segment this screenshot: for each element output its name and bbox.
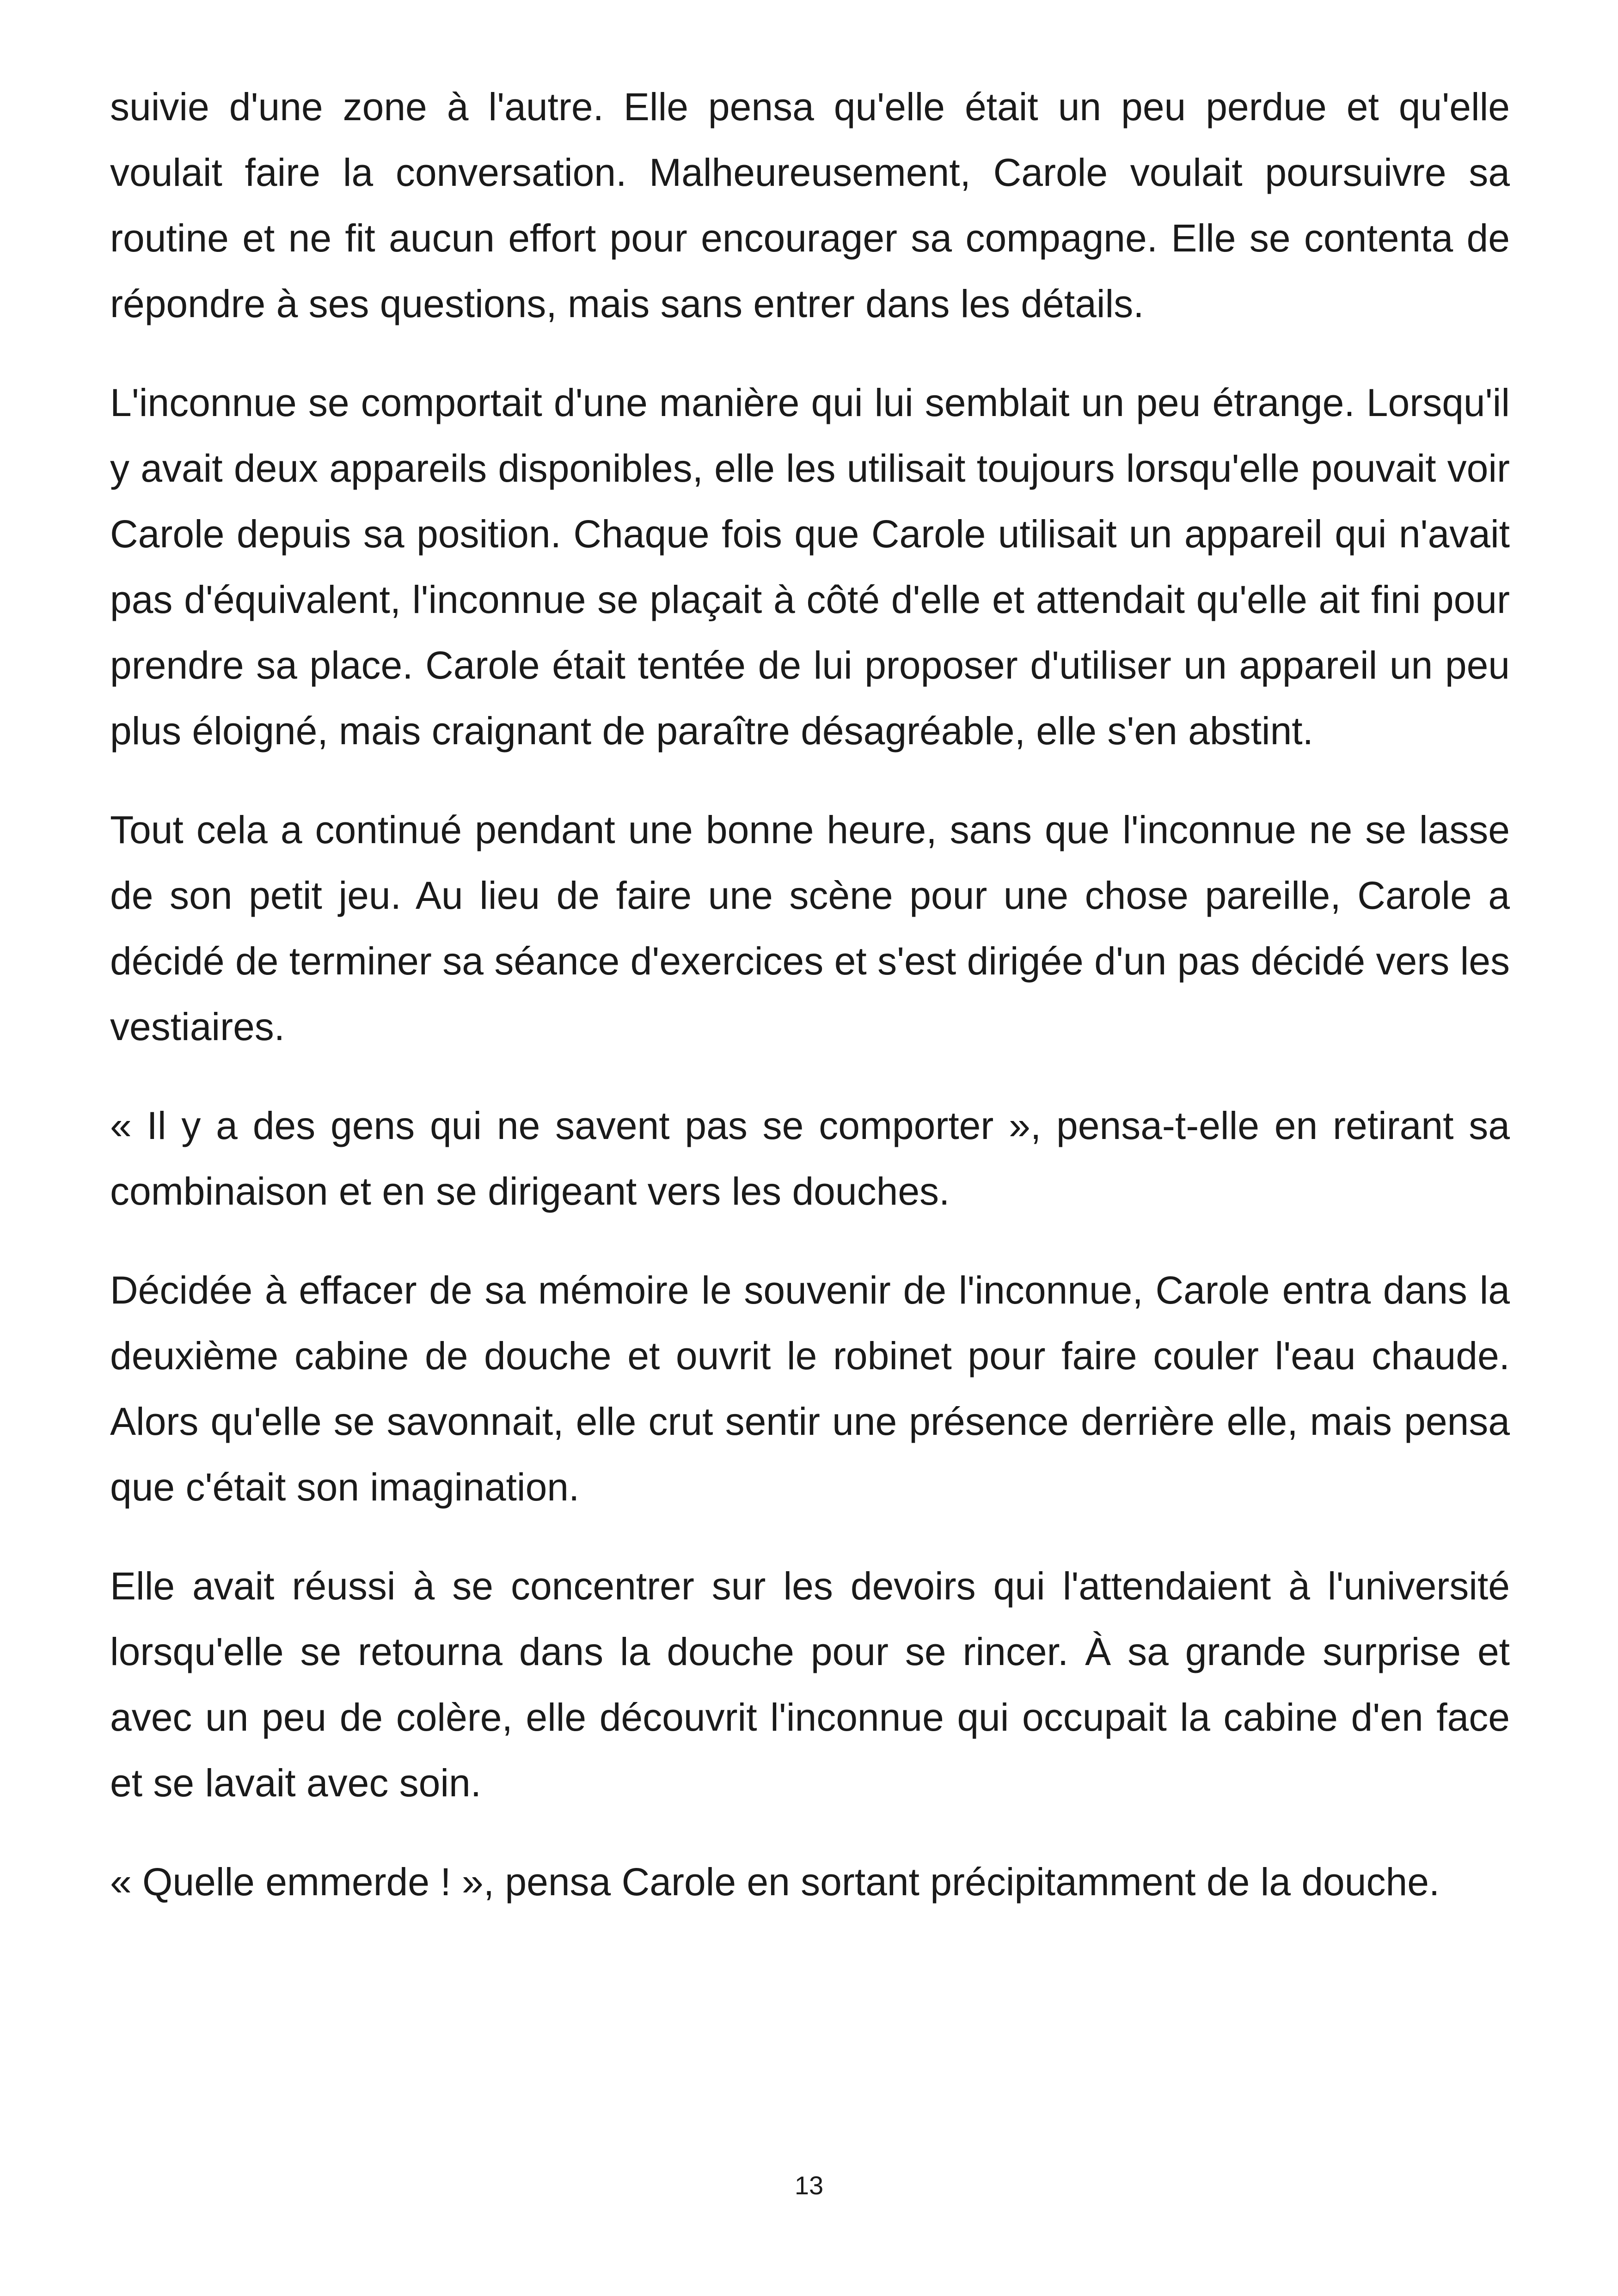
page-number: 13 [794, 2171, 824, 2200]
paragraph-4: « Il y a des gens qui ne savent pas se comporter », pensa-t-elle en retirant sa combinaison et en se dirigeant vers les douches. [110, 1104, 1510, 1213]
body-text [110, 74, 1510, 1948]
paragraph-6: Elle avait réussi à se concentrer sur les devoirs qui l'attendaient à l'université lorsqu'elle se retourna dans la douche pour se rincer. À sa grande surprise et avec un peu de colère, elle découvrit l'inconnue qui occupait la cabine d'en face et se lavait avec soin. [110, 1564, 1510, 1805]
paragraph-5: Décidée à effacer de sa mémoire le souvenir de l'inconnue, Carole entra dans la deuxième cabine de douche et ouvrit le robinet pour faire couler l'eau chaude. Alors qu'elle se savonnait, elle crut sentir une présence derrière elle, mais pensa que c'était son imagination. [110, 1268, 1510, 1509]
paragraph-1: suivie d'une zone à l'autre. Elle pensa qu'elle était un peu perdue et qu'elle voulait faire la conversation. Malheureusement, Carole voulait poursuivre sa routine et ne fit aucun effort pour encourager sa compagne. Elle se contenta de répondre à ses questions, mais sans entrer dans les détails. [110, 85, 1510, 325]
paragraph-7: « Quelle emmerde ! », pensa Carole en sortant précipitamment de la douche. [110, 1860, 1440, 1904]
paragraph-3: Tout cela a continué pendant une bonne heure, sans que l'inconnue ne se lasse de son petit jeu. Au lieu de faire une scène pour une chose pareille, Carole a décidé de terminer sa séance d'exercices et s'est dirigée d'un pas décidé vers les vestiaires. [110, 808, 1510, 1048]
paragraph-2: L'inconnue se comportait d'une manière qui lui semblait un peu étrange. Lorsqu'il y avait deux appareils disponibles, elle les utilisait toujours lorsqu'elle pouvait voir Carole depuis sa position. Chaque fois que Carole utilisait un appareil qui n'avait pas d'équivalent, l'inconnue se plaçait à côté d'elle et attendait qu'elle ait fini pour prendre sa place. Carole était tentée de lui proposer d'utiliser un appareil un peu plus éloigné, mais craignant de paraître désagréable, elle s'en abstint. [110, 381, 1510, 753]
